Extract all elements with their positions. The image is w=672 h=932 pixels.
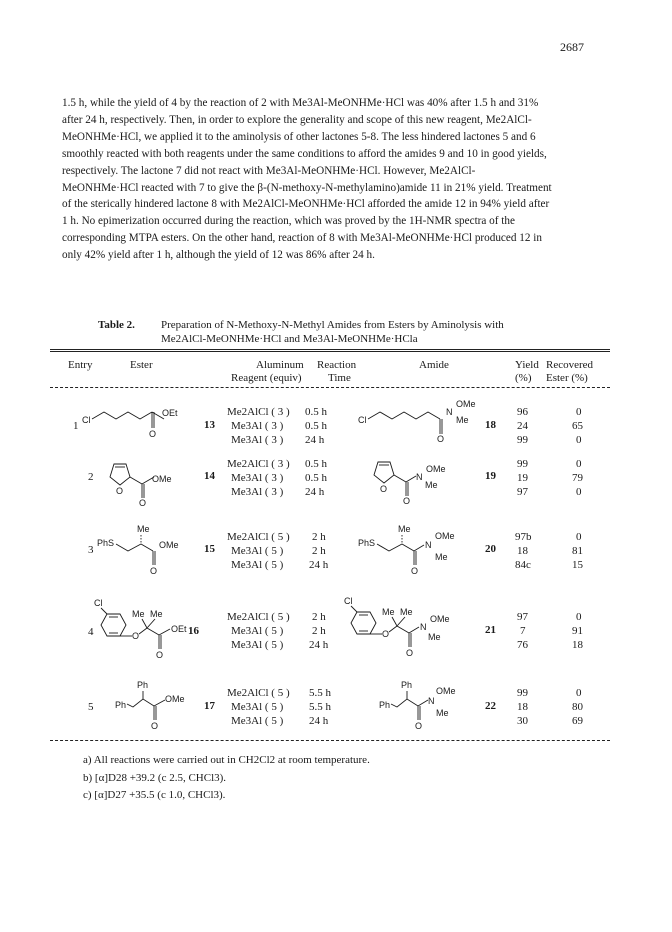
svg-text:Ph: Ph bbox=[379, 700, 391, 710]
paragraph-line: after 24 h, respectively. Then, in order to explore the generality and scope of this new reagent, Me2AlCl- bbox=[62, 113, 532, 126]
paragraph-line: respectively. The lactone 7 did not react with Me3Al-MeONHMe·HCl. However, Me2AlCl- bbox=[62, 164, 476, 177]
svg-text:Me: Me bbox=[428, 632, 441, 642]
time-cell: 24 h bbox=[309, 639, 329, 651]
time-cell: 0.5 h bbox=[305, 420, 327, 432]
recovered-cell: 0 bbox=[576, 486, 582, 498]
svg-text:N: N bbox=[428, 696, 435, 706]
recovered-cell: 0 bbox=[576, 611, 582, 623]
svg-text:Me: Me bbox=[425, 480, 438, 490]
svg-text:OMe: OMe bbox=[159, 540, 179, 550]
yield-cell: 7 bbox=[520, 625, 526, 637]
reagent-cell: Me2AlCl ( 5 ) bbox=[227, 531, 290, 543]
svg-text:OMe: OMe bbox=[165, 694, 185, 704]
svg-text:OMe: OMe bbox=[435, 531, 455, 541]
table-footnotes bbox=[83, 752, 370, 805]
entry-number: 4 bbox=[88, 626, 94, 638]
reagent-cell: Me3Al ( 3 ) bbox=[231, 486, 284, 498]
header-amide: Amide bbox=[419, 359, 449, 371]
recovered-cell: 80 bbox=[572, 701, 583, 713]
ester-number: 15 bbox=[204, 543, 215, 555]
svg-text:OEt: OEt bbox=[171, 624, 187, 634]
recovered-cell: 81 bbox=[572, 545, 583, 557]
reagent-cell: Me3Al ( 3 ) bbox=[231, 434, 284, 446]
paragraph-line: only 42% yield after 1 h, although the yield of 12 was 86% after 24 h. bbox=[62, 249, 375, 262]
footnote: c) [α]D27 +35.5 (c 1.0, CHCl3). bbox=[83, 789, 226, 801]
time-cell: 0.5 h bbox=[305, 472, 327, 484]
svg-text:N: N bbox=[416, 472, 423, 482]
yield-cell: 99 bbox=[517, 458, 528, 470]
amide-structure bbox=[357, 522, 477, 582]
reagent-cell: Me3Al ( 3 ) bbox=[231, 472, 284, 484]
time-cell: 5.5 h bbox=[309, 701, 331, 713]
svg-text:O: O bbox=[380, 484, 388, 494]
paragraph-line: MeONHMe·HCl, we applied it to the aminolysis of other lactones 5-8. The less hindered lactones 5 and 6 bbox=[62, 130, 536, 143]
svg-text:O: O bbox=[149, 429, 157, 439]
svg-text:Me: Me bbox=[456, 415, 469, 425]
svg-text:O: O bbox=[156, 650, 164, 660]
paragraph-line: smoothly reacted with both reagents under the same conditions to afford the amides 9 and 10 in good yields, bbox=[62, 147, 547, 160]
ester-number: 14 bbox=[204, 470, 215, 482]
entry-number: 1 bbox=[73, 420, 79, 432]
svg-text:O: O bbox=[132, 631, 140, 641]
reagent-cell: Me3Al ( 5 ) bbox=[231, 639, 284, 651]
table-top-rule bbox=[50, 349, 610, 352]
svg-text:N: N bbox=[420, 622, 427, 632]
time-cell: 5.5 h bbox=[309, 687, 331, 699]
reagent-cell: Me2AlCl ( 5 ) bbox=[227, 611, 290, 623]
reagent-cell: Me3Al ( 5 ) bbox=[231, 545, 284, 557]
svg-text:Me: Me bbox=[435, 552, 448, 562]
header-reaction: Reaction bbox=[317, 359, 357, 371]
time-cell: 2 h bbox=[312, 625, 326, 637]
reagent-cell: Me3Al ( 5 ) bbox=[231, 559, 284, 571]
reagent-cell: Me3Al ( 3 ) bbox=[231, 420, 284, 432]
paragraph-line: MeONHMe·HCl reacted with 7 to give the β-(N-methoxy-N-methylamino)amide 11 in 21% yield. Treatment bbox=[62, 181, 552, 194]
yield-cell: 84c bbox=[515, 559, 531, 571]
footnote: b) [α]D28 +39.2 (c 2.5, CHCl3). bbox=[83, 771, 227, 784]
svg-text:OMe: OMe bbox=[430, 614, 450, 624]
entry-number: 3 bbox=[88, 544, 94, 556]
header-recovered: Recovered bbox=[546, 359, 594, 371]
ester-number: 16 bbox=[188, 625, 199, 637]
svg-text:Me: Me bbox=[150, 609, 163, 619]
time-cell: 0.5 h bbox=[305, 458, 327, 470]
svg-text:O: O bbox=[415, 721, 423, 731]
yield-cell: 76 bbox=[517, 639, 528, 651]
svg-text:O: O bbox=[437, 434, 445, 444]
svg-text:Cl: Cl bbox=[82, 415, 91, 425]
amide-structure bbox=[342, 596, 482, 662]
amide-number: 18 bbox=[485, 419, 496, 431]
svg-text:O: O bbox=[150, 566, 158, 576]
amide-structure bbox=[378, 678, 488, 738]
yield-cell: 99 bbox=[517, 434, 528, 446]
caption-line: Me2AlCl-MeONHMe·HCl and Me3Al-MeONHMe·HCla bbox=[161, 333, 418, 345]
recovered-cell: 0 bbox=[576, 434, 582, 446]
recovered-cell: 0 bbox=[576, 531, 582, 543]
amide-number: 20 bbox=[485, 543, 496, 555]
svg-text:Cl: Cl bbox=[358, 415, 367, 425]
table-bottom-rule bbox=[50, 740, 610, 741]
time-cell: 24 h bbox=[309, 559, 329, 571]
reagent-cell: Me3Al ( 5 ) bbox=[231, 625, 284, 637]
header-yield-unit: (%) bbox=[515, 372, 532, 384]
reagent-cell: Me2AlCl ( 5 ) bbox=[227, 687, 290, 699]
svg-text:O: O bbox=[116, 486, 124, 496]
recovered-cell: 91 bbox=[572, 625, 583, 637]
svg-text:Me: Me bbox=[398, 524, 411, 534]
svg-text:Me: Me bbox=[400, 607, 413, 617]
reagent-cell: Me3Al ( 5 ) bbox=[231, 701, 284, 713]
yield-cell: 99 bbox=[517, 687, 528, 699]
svg-text:Me: Me bbox=[137, 524, 150, 534]
recovered-cell: 79 bbox=[572, 472, 583, 484]
header-time: Time bbox=[328, 372, 351, 384]
svg-text:Cl: Cl bbox=[344, 596, 353, 606]
recovered-cell: 69 bbox=[572, 715, 583, 727]
page-number: 2687 bbox=[560, 40, 584, 54]
yield-cell: 97 bbox=[517, 611, 528, 623]
yield-cell: 18 bbox=[517, 545, 528, 557]
svg-text:O: O bbox=[382, 629, 390, 639]
svg-text:Ph: Ph bbox=[401, 680, 413, 690]
time-cell: 2 h bbox=[312, 611, 326, 623]
svg-text:OMe: OMe bbox=[152, 474, 172, 484]
ester-number: 17 bbox=[204, 700, 215, 712]
amide-structure bbox=[356, 394, 486, 450]
svg-text:O: O bbox=[403, 496, 411, 506]
header-rule bbox=[50, 387, 610, 388]
svg-text:Me: Me bbox=[132, 609, 145, 619]
entry-number: 5 bbox=[88, 701, 94, 713]
svg-text:OMe: OMe bbox=[426, 464, 446, 474]
svg-text:N: N bbox=[446, 407, 453, 417]
amide-number: 21 bbox=[485, 624, 496, 636]
time-cell: 24 h bbox=[309, 715, 329, 727]
svg-text:Cl: Cl bbox=[94, 598, 103, 608]
reagent-cell: Me3Al ( 5 ) bbox=[231, 715, 284, 727]
paragraph-line: 1 h. No epimerization occurred during the reaction, which was proved by the 1H-NMR spectra of the bbox=[62, 215, 515, 228]
footnote: a) All reactions were carried out in CH2Cl2 at room temperature. bbox=[83, 754, 370, 766]
yield-cell: 97 bbox=[517, 486, 528, 498]
svg-text:OEt: OEt bbox=[162, 408, 178, 418]
ester-number: 13 bbox=[204, 419, 215, 431]
svg-text:Ph: Ph bbox=[115, 700, 127, 710]
svg-text:OMe: OMe bbox=[436, 686, 456, 696]
svg-text:OMe: OMe bbox=[456, 399, 476, 409]
header-aluminum: Aluminum bbox=[256, 359, 304, 371]
body-paragraph bbox=[62, 95, 614, 264]
yield-cell: 18 bbox=[517, 701, 528, 713]
svg-text:O: O bbox=[406, 648, 414, 658]
recovered-cell: 15 bbox=[572, 559, 583, 571]
header-reagent: Reagent (equiv) bbox=[231, 372, 302, 384]
yield-cell: 24 bbox=[517, 420, 528, 432]
time-cell: 2 h bbox=[312, 531, 326, 543]
reagent-cell: Me2AlCl ( 3 ) bbox=[227, 406, 290, 418]
table-caption-text bbox=[161, 318, 591, 346]
header-entry: Entry bbox=[68, 359, 93, 371]
amide-number: 19 bbox=[485, 470, 496, 482]
paragraph-line: corresponding MTPA esters. On the other hand, reaction of 8 with Me3Al-MeONHMe·HCl produced 12 in bbox=[62, 232, 542, 245]
svg-text:N: N bbox=[425, 540, 432, 550]
yield-cell: 97b bbox=[515, 531, 532, 543]
recovered-cell: 65 bbox=[572, 420, 583, 432]
svg-text:Ph: Ph bbox=[137, 680, 149, 690]
paragraph-line: of the sterically hindered lactone 8 with Me2AlCl-MeONHMe·HCl afforded the amide 12 in 94% yield after bbox=[62, 198, 550, 211]
recovered-cell: 18 bbox=[572, 639, 583, 651]
caption-line: Preparation of N-Methoxy-N-Methyl Amides from Esters by Aminolysis with bbox=[161, 319, 504, 331]
recovered-cell: 0 bbox=[576, 687, 582, 699]
reagent-cell: Me2AlCl ( 3 ) bbox=[227, 458, 290, 470]
svg-text:PhS: PhS bbox=[358, 538, 376, 548]
time-cell: 0.5 h bbox=[305, 406, 327, 418]
time-cell: 24 h bbox=[305, 486, 325, 498]
table-label: Table 2. bbox=[98, 319, 135, 331]
recovered-cell: 0 bbox=[576, 458, 582, 470]
amide-number: 22 bbox=[485, 700, 496, 712]
ester-structure bbox=[80, 392, 200, 448]
yield-cell: 30 bbox=[517, 715, 528, 727]
ester-structure bbox=[96, 522, 206, 582]
yield-cell: 96 bbox=[517, 406, 528, 418]
svg-text:O: O bbox=[139, 498, 147, 508]
svg-text:Me: Me bbox=[382, 607, 395, 617]
svg-text:O: O bbox=[411, 566, 419, 576]
entry-number: 2 bbox=[88, 471, 94, 483]
yield-cell: 19 bbox=[517, 472, 528, 484]
recovered-cell: 0 bbox=[576, 406, 582, 418]
paragraph-line: 1.5 h, while the yield of 4 by the reaction of 2 with Me3Al-MeONHMe·HCl was 40% after 1.5 h and 31% bbox=[62, 97, 539, 109]
svg-text:PhS: PhS bbox=[97, 538, 115, 548]
svg-text:Me: Me bbox=[436, 708, 449, 718]
header-yield: Yield bbox=[515, 359, 539, 371]
svg-text:O: O bbox=[151, 721, 159, 731]
header-ester: Ester bbox=[130, 359, 153, 371]
time-cell: 24 h bbox=[305, 434, 325, 446]
header-recovered-unit: Ester (%) bbox=[546, 372, 588, 384]
ester-structure bbox=[100, 458, 200, 514]
ester-structure bbox=[114, 678, 214, 738]
time-cell: 2 h bbox=[312, 545, 326, 557]
amide-structure bbox=[364, 456, 474, 512]
